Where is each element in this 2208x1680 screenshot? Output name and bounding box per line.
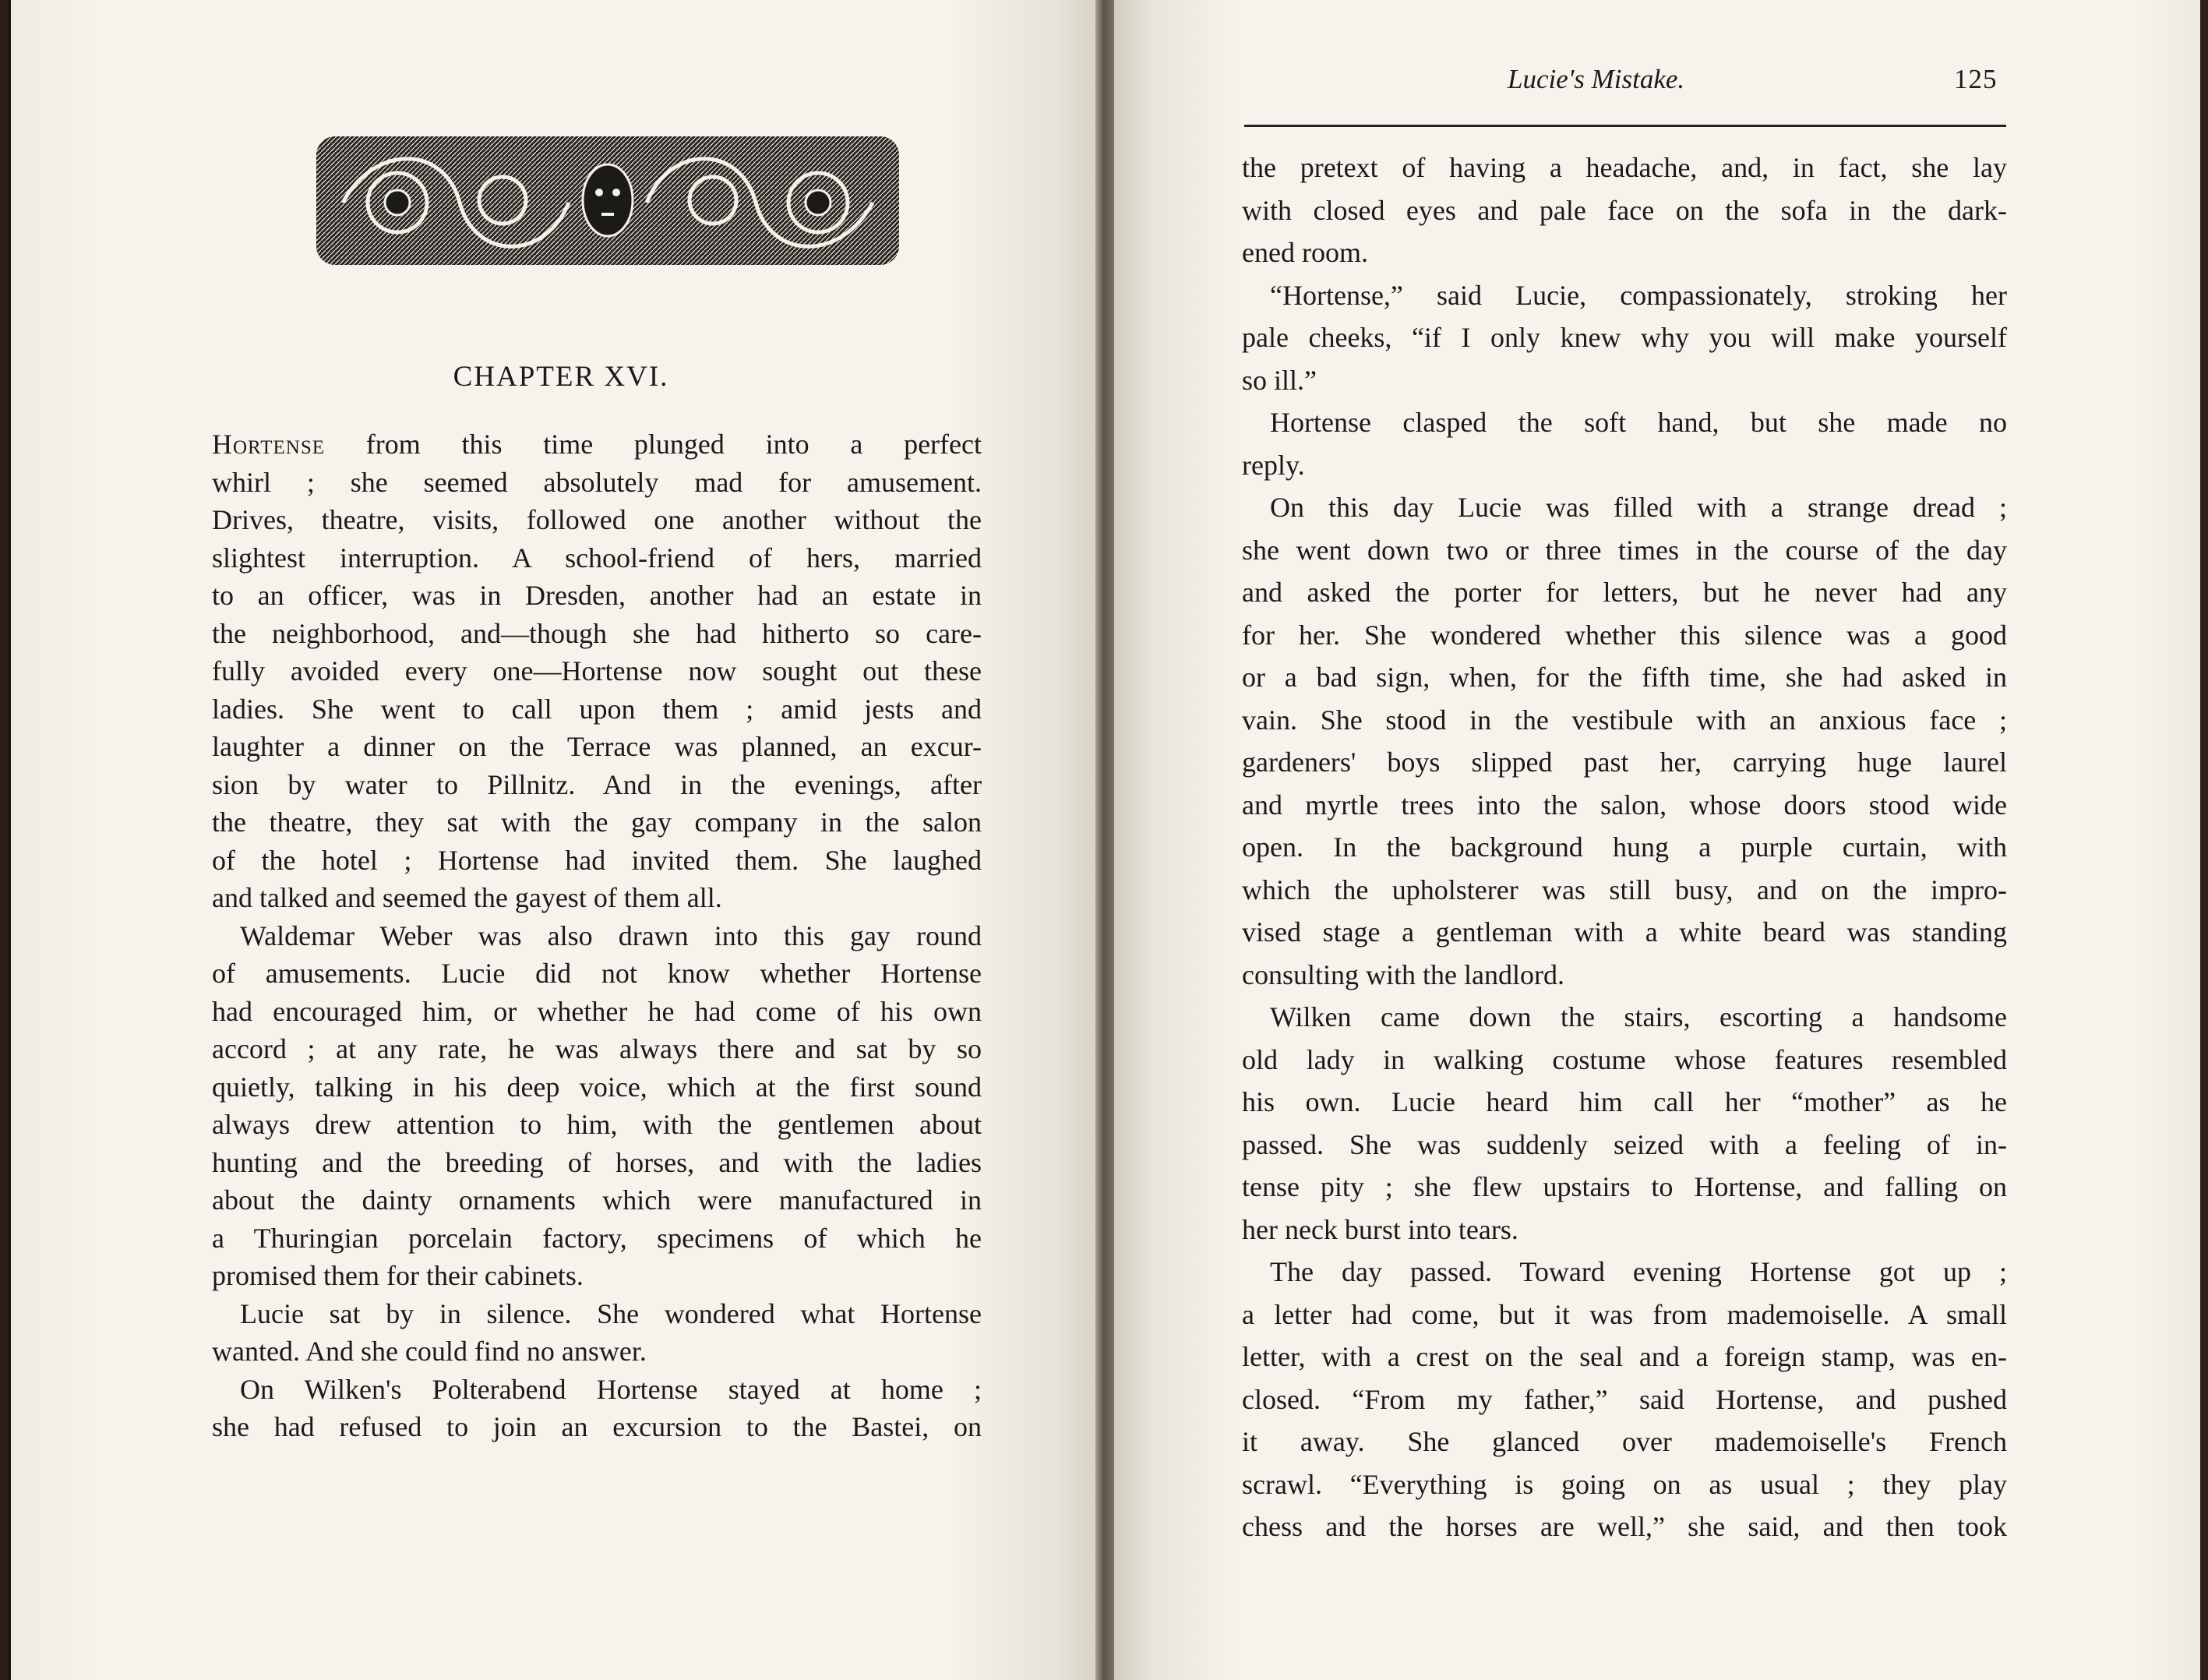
left-edge	[0, 0, 8, 1680]
line-text: it away. She glanced over mademoiselle's French	[1242, 1426, 2007, 1457]
text-line	[1242, 701, 2007, 739]
line-text: open. In the background hung a purple curtain, with	[1242, 831, 2007, 863]
text-line	[1242, 658, 2007, 696]
text-line	[1242, 871, 2007, 909]
line-text: and asked the porter for letters, but he never had any	[1242, 577, 2007, 608]
text-line	[1242, 828, 2007, 866]
text-line	[1242, 1338, 2007, 1375]
text-line	[1270, 277, 2007, 314]
header-rule	[1244, 125, 2006, 127]
line-text: the pretext of having a headache, and, in fact, she lay	[1242, 152, 2007, 183]
text-line	[1242, 1211, 2007, 1248]
text-line	[1242, 1296, 2007, 1333]
text-line	[1242, 1168, 2007, 1205]
text-line	[1242, 743, 2007, 781]
line-text: vised stage a gentleman with a white beard was standing	[1242, 916, 2007, 948]
line-text: old lady in walking costume whose features resembled	[1242, 1043, 2007, 1075]
line-text: for her. She wondered whether this silence was a good	[1242, 619, 2007, 651]
line-text: wanted. And she could find no answer.	[212, 1336, 647, 1367]
line-text: her neck burst into tears.	[1242, 1213, 1518, 1245]
line-text: a Thuringian porcelain factory, specimens of which he	[212, 1222, 982, 1254]
line-text: passed. She was suddenly seized with a feeling of in-	[1242, 1128, 2007, 1160]
line-text: from this time plunged into a perfect	[325, 429, 982, 460]
text-line	[1242, 1423, 2007, 1460]
line-text: ened room.	[1242, 237, 1368, 268]
line-text: always drew attention to him, with the gentlemen about	[212, 1109, 982, 1140]
text-line	[212, 1068, 982, 1106]
line-text: letter, with a crest on the seal and a foreign stamp, was en-	[1242, 1341, 2007, 1372]
text-line	[1270, 489, 2007, 526]
chapter-title: CHAPTER XVI.	[453, 361, 669, 393]
line-text: of the hotel ; Hortense had invited them. She laughed	[212, 844, 982, 876]
line-text: fully avoided every one—Hortense now sought out these	[212, 655, 982, 686]
line-text: a letter had come, but it was from mademoiselle. A small	[1242, 1298, 2007, 1330]
text-line	[212, 501, 982, 538]
line-text: to an officer, was in Dresden, another had an estate in	[212, 580, 982, 611]
text-line	[1242, 1041, 2007, 1078]
line-text: accord ; at any rate, he was always there and sat by so	[212, 1033, 982, 1064]
text-line	[212, 425, 982, 463]
opening-word: Hortense	[212, 429, 325, 460]
line-text: chess and the horses are well,” she said, and then took	[1242, 1511, 2007, 1542]
line-text: so ill.”	[1242, 364, 1317, 396]
line-text: slightest interruption. A school-friend of hers, married	[212, 542, 982, 574]
text-line	[1242, 531, 2007, 569]
text-line	[212, 728, 982, 765]
text-line	[240, 1295, 982, 1332]
line-text: Waldemar Weber was also drawn into this gay round	[240, 919, 982, 951]
line-text: which the upholsterer was still busy, and on the impro-	[1242, 874, 2007, 905]
line-text: or a bad sign, when, for the fifth time, she had asked in	[1242, 662, 2007, 693]
text-line	[240, 917, 982, 955]
right-edge	[2200, 0, 2208, 1680]
text-line	[1242, 574, 2007, 611]
text-line	[1242, 446, 2007, 484]
text-line	[212, 1408, 982, 1445]
text-line	[1242, 319, 2007, 356]
line-text: had encouraged him, or whether he had come of his own	[212, 995, 982, 1027]
line-text: consulting with the landlord.	[1242, 958, 1564, 990]
text-line	[212, 1144, 982, 1181]
line-text: scrawl. “Everything is going on as usual ; they play	[1242, 1468, 2007, 1500]
text-line	[1242, 616, 2007, 654]
line-text: and myrtle trees into the salon, whose doors stood wide	[1242, 789, 2007, 821]
text-line	[1242, 192, 2007, 229]
line-text: she had refused to join an excursion to the Bastei, on	[212, 1411, 982, 1442]
line-text: promised them for their cabinets.	[212, 1260, 584, 1291]
page-number: 125	[1954, 64, 1998, 94]
line-text: with closed eyes and pale face on the sofa in the dark-	[1242, 194, 2007, 226]
text-line	[212, 539, 982, 577]
text-line	[212, 1030, 982, 1068]
text-line	[1242, 1083, 2007, 1121]
text-line	[1270, 998, 2007, 1036]
line-text: reply.	[1242, 449, 1305, 481]
text-line	[212, 803, 982, 841]
text-line	[1242, 1466, 2007, 1503]
text-line	[212, 1332, 982, 1370]
text-line	[212, 690, 982, 728]
line-text: sion by water to Pillnitz. And in the evenings, after	[212, 768, 982, 800]
line-text: hunting and the breeding of horses, and with the ladies	[212, 1146, 982, 1178]
text-line	[212, 577, 982, 614]
line-text: whirl ; she seemed absolutely mad for amusement.	[212, 466, 982, 498]
text-line	[1242, 1381, 2007, 1418]
text-line	[212, 766, 982, 803]
line-text: the neighborhood, and—though she had hitherto so care-	[212, 617, 982, 649]
line-text: of amusements. Lucie did not know whether Hortense	[212, 958, 982, 989]
line-text: closed. “From my father,” said Hortense, and pushed	[1242, 1383, 2007, 1415]
text-line	[1242, 956, 2007, 994]
line-text: ladies. She went to call upon them ; amid jests and	[212, 693, 982, 725]
line-text: vain. She stood in the vestibule with an anxious face ;	[1242, 704, 2007, 736]
text-line	[1270, 404, 2007, 441]
line-text: Lucie sat by in silence. She wondered what Hortense	[240, 1297, 982, 1329]
text-line	[1242, 234, 2007, 271]
text-line	[212, 879, 982, 916]
line-text: his own. Lucie heard him call her “mother” as he	[1242, 1086, 2007, 1117]
line-text: about the dainty ornaments which were manufactured in	[212, 1184, 982, 1216]
text-line	[240, 1371, 982, 1408]
text-line	[1270, 1253, 2007, 1290]
line-text: “Hortense,” said Lucie, compassionately, stroking her	[1270, 279, 2007, 311]
line-text: and talked and seemed the gayest of them all.	[212, 882, 722, 913]
text-line	[1242, 1126, 2007, 1163]
running-head: Lucie's Mistake.	[1508, 64, 1685, 94]
book-gutter	[1095, 0, 1114, 1680]
line-text: On Wilken's Polterabend Hortense stayed at home ;	[240, 1373, 982, 1405]
line-text: The day passed. Toward evening Hortense got up ;	[1270, 1256, 2007, 1287]
text-line	[1242, 362, 2007, 399]
text-line	[212, 1106, 982, 1143]
line-text: Drives, theatre, visits, followed one another without the	[212, 504, 982, 535]
line-text: Hortense clasped the soft hand, but she made no	[1270, 407, 2007, 438]
text-line	[212, 955, 982, 992]
text-line	[1242, 149, 2007, 186]
line-text: the theatre, they sat with the gay company in the salon	[212, 806, 982, 838]
text-line	[1242, 913, 2007, 951]
text-line	[212, 464, 982, 501]
line-text: she went down two or three times in the course of the day	[1242, 534, 2007, 566]
line-text: On this day Lucie was filled with a strange dread ;	[1270, 492, 2007, 523]
text-line	[212, 615, 982, 652]
line-text: laughter a dinner on the Terrace was planned, an excur-	[212, 731, 982, 762]
text-line	[212, 1219, 982, 1257]
text-line	[212, 1181, 982, 1219]
line-text: tense pity ; she flew upstairs to Hortense, and falling on	[1242, 1171, 2007, 1202]
line-text: pale cheeks, “if I only knew why you will make yourself	[1242, 322, 2007, 353]
text-line	[212, 993, 982, 1030]
line-text: gardeners' boys slipped past her, carrying huge laurel	[1242, 746, 2007, 778]
text-line	[212, 842, 982, 879]
ornament-headpiece-icon	[312, 129, 904, 273]
text-line	[212, 652, 982, 690]
text-line	[1242, 1508, 2007, 1545]
text-line	[1242, 786, 2007, 824]
line-text: Wilken came down the stairs, escorting a handsome	[1270, 1001, 2007, 1032]
line-text: quietly, talking in his deep voice, which at the first sound	[212, 1071, 982, 1103]
text-line	[212, 1257, 982, 1294]
